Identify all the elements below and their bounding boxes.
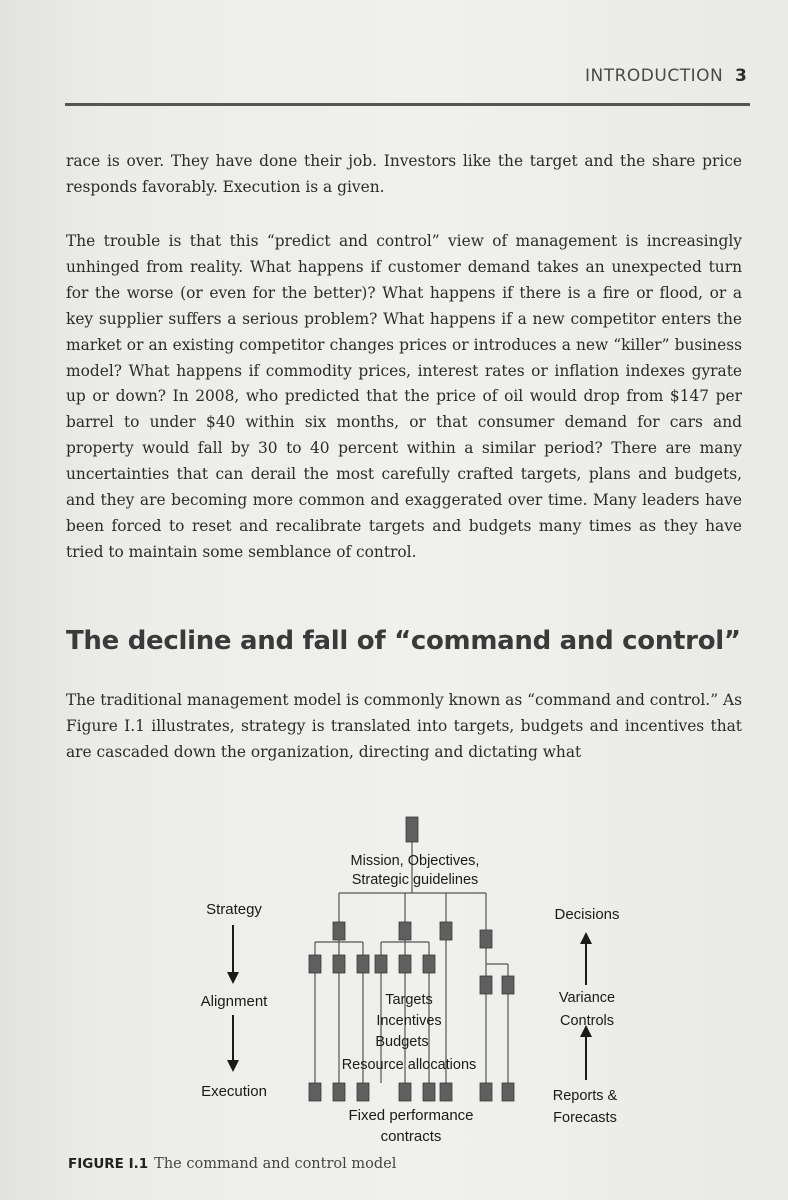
- section-heading: The decline and fall of “command and control”: [66, 626, 741, 656]
- budgets-label: Budgets: [375, 1034, 429, 1050]
- running-head: INTRODUCTION: [585, 66, 724, 86]
- strategy-label: Strategy: [206, 901, 262, 918]
- controls-label: Controls: [560, 1013, 614, 1029]
- figure-caption: [68, 1156, 396, 1172]
- targets-label: Targets: [385, 992, 433, 1008]
- paragraph-3: The traditional management model is commonly known as “command and control.” As Figure I.1 illustrates, strategy is translated into targets, budgets and incentives that are cascaded down the organization, directing and dictating what: [66, 691, 742, 761]
- reports-label: Reports &: [552, 1088, 618, 1104]
- paragraph-2: The trouble is that this “predict and control” view of management is increasingly unhinged from reality. What happens if customer demand takes an unexpected turn for the worse (or even for the better)? What happens if there is a fire or flood, or a key supplier suffers a serious problem? What happens if a new competitor enters the market or an existing competitor changes prices or introduces a new “killer” business model? What happens if commodity prices, interest rates or inflation indexes gyrate up or down? In 2008, who predicted that the price of oil would drop from $147 per barrel to under $40 within six months, or that consumer demand for cars and property would fall by 30 to 40 percent within a similar period? There are many uncertainties that can derail the most carefully crafted targets, plans and budgets, and they are becoming more common and exaggerated over time. Many leaders have been forced to reset and recalibrate targets and budgets many times as they have tried to maintain some semblance of control.: [66, 232, 742, 561]
- caption-label: FIGURE I.1: [68, 1156, 149, 1172]
- incentives-label: Incentives: [376, 1013, 442, 1029]
- page-number: 3: [735, 66, 747, 86]
- variance-label: Variance: [558, 990, 616, 1006]
- contracts-label: contracts: [380, 1128, 442, 1145]
- paragraph-1: race is over. They have done their job. Investors like the target and the share price responds favorably. Execution is a given.: [66, 152, 742, 196]
- execution-label: Execution: [201, 1083, 267, 1100]
- forecasts-label: Forecasts: [553, 1110, 617, 1126]
- strategic-guidelines-label: Strategic guidelines: [351, 872, 479, 888]
- caption-text: The command and control model: [154, 1156, 397, 1172]
- fixed-performance-label: Fixed performance: [348, 1107, 474, 1124]
- decisions-label: Decisions: [554, 906, 620, 923]
- alignment-label: Alignment: [200, 993, 268, 1010]
- resource-allocations-label: Resource allocations: [341, 1057, 477, 1073]
- mission-label: Mission, Objectives,: [350, 853, 480, 869]
